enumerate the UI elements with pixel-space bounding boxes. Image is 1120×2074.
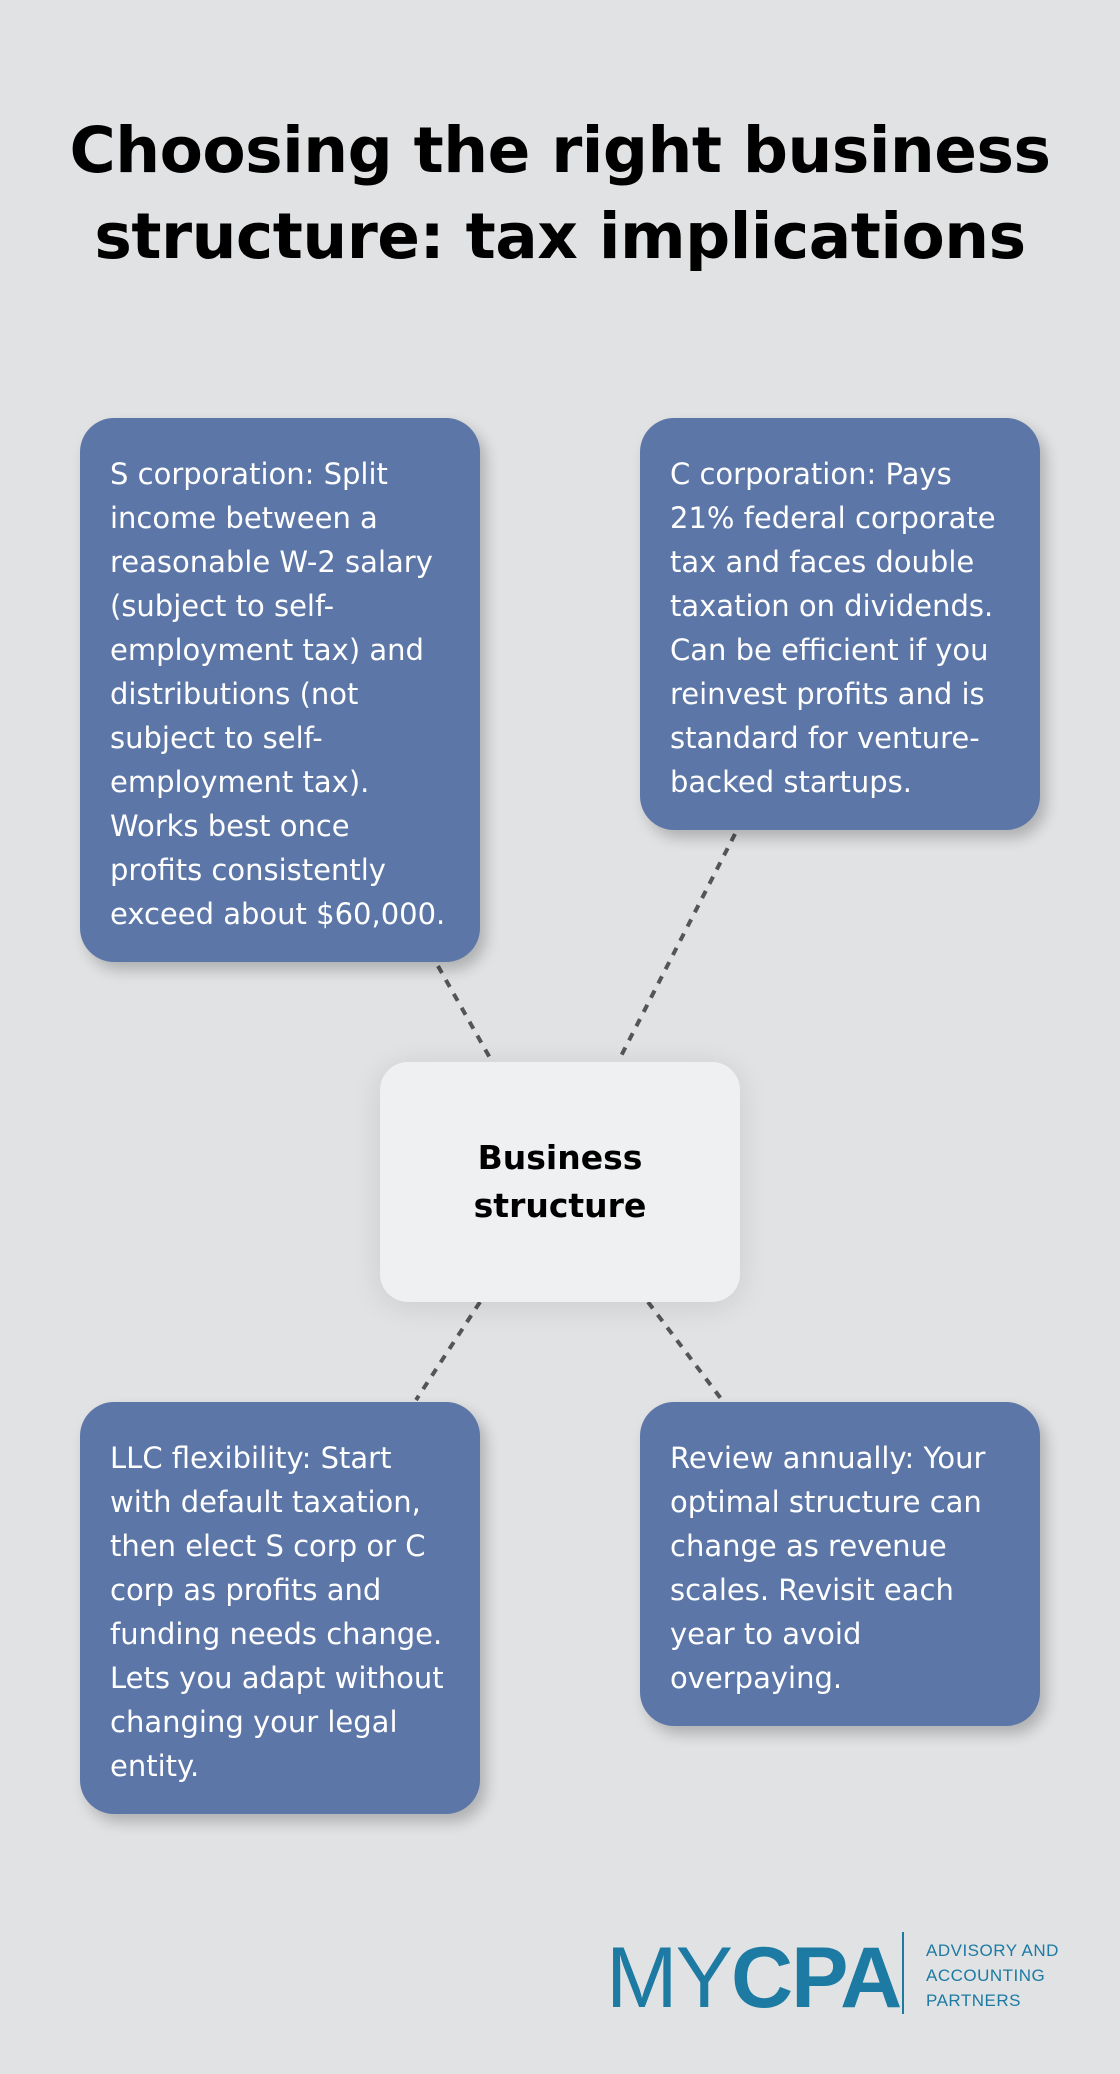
mycpa-logo bbox=[606, 1930, 1076, 2026]
connector-top-right bbox=[620, 834, 735, 1058]
connector-bottom-right bbox=[648, 1302, 722, 1400]
connector-bottom-left bbox=[416, 1302, 480, 1400]
card-llc-flexibility bbox=[80, 1402, 480, 1814]
center-line-2: structure bbox=[473, 1186, 647, 1225]
logo-cpa: CPA bbox=[731, 1930, 901, 2026]
card-text: Review annually: Your optimal structure can change as revenue scales. Revisit each year to avoid overpaying. bbox=[670, 1441, 986, 1695]
tagline-line-2: ACCOUNTING bbox=[926, 1966, 1046, 1985]
card-text: C corporation: Pays 21% federal corporate tax and faces double taxation on dividends. Can be efficient if you reinvest profits and is standard for venture-backed startups. bbox=[670, 457, 996, 799]
logo-tagline bbox=[926, 1938, 1059, 2013]
card-c-corporation bbox=[640, 418, 1040, 830]
card-s-corporation bbox=[80, 418, 480, 962]
title-line-2: structure: tax implications bbox=[94, 200, 1026, 273]
card-text: LLC flexibility: Start with default taxation, then elect S corp or C corp as profits and funding needs change. Lets you adapt without changing your legal entity. bbox=[110, 1441, 444, 1783]
center-node bbox=[380, 1062, 740, 1302]
center-line-1: Business bbox=[477, 1138, 643, 1177]
card-text: S corporation: Split income between a reasonable W-2 salary (subject to self-employment tax) and distributions (not subject to self-employment tax). Works best once profits consistently exceed about $60,000. bbox=[110, 457, 446, 931]
logo-divider bbox=[902, 1932, 904, 2014]
tagline-line-3: PARTNERS bbox=[926, 1991, 1022, 2010]
connector-top-left bbox=[438, 966, 490, 1058]
card-review-annually bbox=[640, 1402, 1040, 1726]
logo-wordmark bbox=[606, 1930, 901, 2026]
logo-my: MY bbox=[606, 1930, 731, 2026]
title-line-1: Choosing the right business bbox=[69, 114, 1051, 187]
tagline-line-1: ADVISORY AND bbox=[926, 1941, 1059, 1960]
